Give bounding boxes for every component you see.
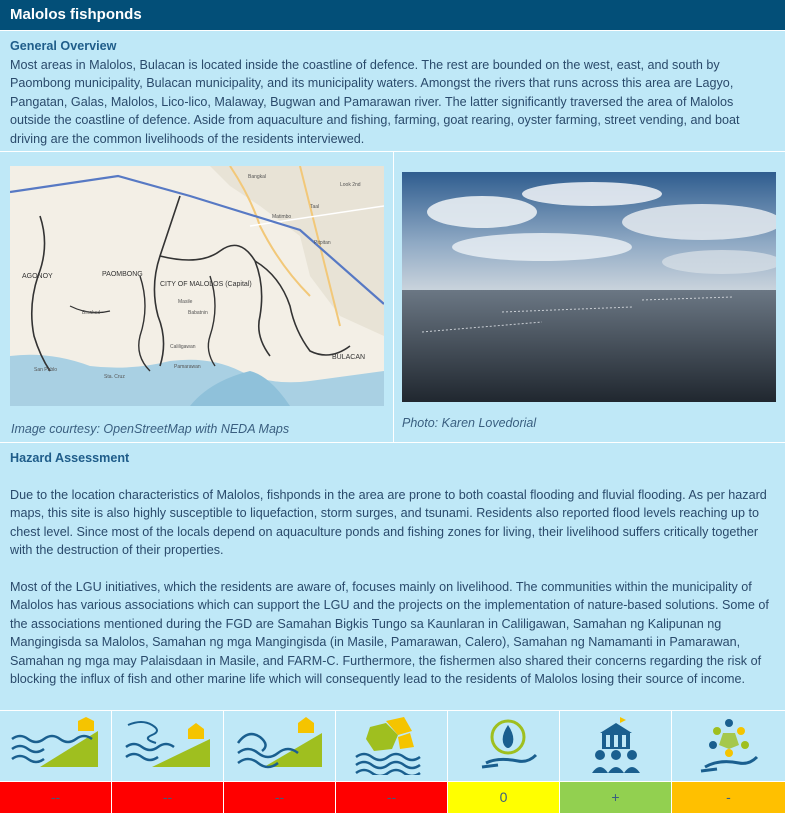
- map-label-babatnin: Babatnin: [188, 310, 208, 316]
- map-label-look: Look 2nd: [340, 182, 361, 188]
- aquaculture-flood-icon: [336, 711, 447, 781]
- water-resource-icon: [448, 711, 559, 781]
- rating-coastal-flood: --: [0, 782, 111, 813]
- map-label-caliligawan: Caliligawan: [170, 344, 196, 350]
- photo-panel: [394, 152, 785, 442]
- map-label-masile: Masile: [178, 299, 193, 305]
- photo-caption: Photo: Karen Lovedorial: [402, 416, 537, 430]
- map-label-pulo: San Pablo: [34, 367, 58, 373]
- rating-aquaculture: --: [336, 782, 447, 813]
- site-map[interactable]: [10, 166, 384, 406]
- map-label-malolos: CITY OF MALOLOS (Capital): [160, 281, 252, 288]
- map-panel: [0, 152, 393, 442]
- rating-storm-surge: --: [224, 782, 335, 813]
- rating-water-resource: 0: [448, 782, 559, 813]
- hazard-assessment-section: [0, 443, 785, 710]
- overview-body: Most areas in Malolos, Bulacan is located inside the coastline of defence. The rest are bounded on the west, east, and south by Paombong municipality, Bulacan municipality, and its municipality waters. Amongst the rivers that runs across this area are Lagyo, Pangatan, Galas, Malolos, Lico-lico, Malaway, Bugwan and Pamarawan river. The latter significantly traversed the area of Malolos outside the coastline of defence. Aside from aquaculture and fishing, farming, goat rearing, oyster farming, street vending, and boat driving are the common livelihoods of the residents interviewed.: [10, 57, 740, 146]
- coastal-flood-icon: [0, 711, 111, 781]
- site-photo[interactable]: [402, 172, 776, 402]
- map-label-paombong: PAOMBONG: [102, 271, 143, 278]
- hazard-paragraph-1: Due to the location characteristics of Malolos, fishponds in the area are prone to both coastal flooding and fluvial flooding. As per hazard maps, this site is also highly susceptible to liquefaction, storm surges, and tsunami. Residents also reported flood levels reaching up to chest level. Since most of the locals depend on aquaculture ponds and fishing zones for living, their livelihood suffers critically together with the destruction of their properties.: [10, 487, 767, 557]
- map-label-binakod: Binakod: [82, 310, 101, 316]
- overview-heading: General Overview: [10, 39, 117, 53]
- rating-governance: +: [560, 782, 671, 813]
- governance-community-icon: [560, 711, 671, 781]
- storm-surge-icon: [224, 711, 335, 781]
- map-label-matimbo: Matimbo: [272, 214, 292, 220]
- map-label-sta-cruz: Sta. Cruz: [104, 374, 125, 380]
- rating-community: -: [672, 782, 785, 813]
- general-overview-section: [0, 31, 785, 151]
- map-label-pamarawan: Pamarawan: [174, 364, 201, 370]
- river-flood-icon: [112, 711, 223, 781]
- map-label-hagonoy: AGONOY: [22, 273, 53, 280]
- map-label-bangka: Bangkal: [248, 174, 267, 180]
- page-title: Malolos fishponds: [0, 0, 785, 30]
- map-label-taal: Taal: [310, 204, 320, 210]
- map-caption: Image courtesy: OpenStreetMap with NEDA Maps: [11, 422, 290, 436]
- map-label-pitpitan: Pitpitan: [314, 240, 331, 246]
- rating-river-flood: --: [112, 782, 223, 813]
- community-network-icon: [672, 711, 785, 781]
- hazard-paragraph-2: Most of the LGU initiatives, which the residents are aware of, focuses mainly on livelihood. The communities within the municipality of Malolos has various associations which can support the LGU and the projects on the implementation of nature-based solutions. Some of the associations mentioned during the FGD are Samahan Bigkis Tungo sa Kaunlaran in Caliligawan, Samahan ng Kalipunan ng Mangingisda sa Malolos, Samahan ng mga Mangingisda (in Masile, Pamarawan, Calero), Samahan ng Namamanti in Pamarawan, Samahan ng mga may Palaisdaan in Masile, and FARM-C. Furthermore, the fishermen also shared their concerns regarding the risk of blocking the influx of fish and other marine life which will consequently lead to the residents of Malolos losing their source of income.: [10, 579, 769, 686]
- hazard-icons-row: [0, 711, 785, 781]
- ratings-row: [0, 782, 785, 813]
- map-label-bulacan: BULACAN: [332, 354, 366, 361]
- hazard-heading: Hazard Assessment: [10, 451, 130, 465]
